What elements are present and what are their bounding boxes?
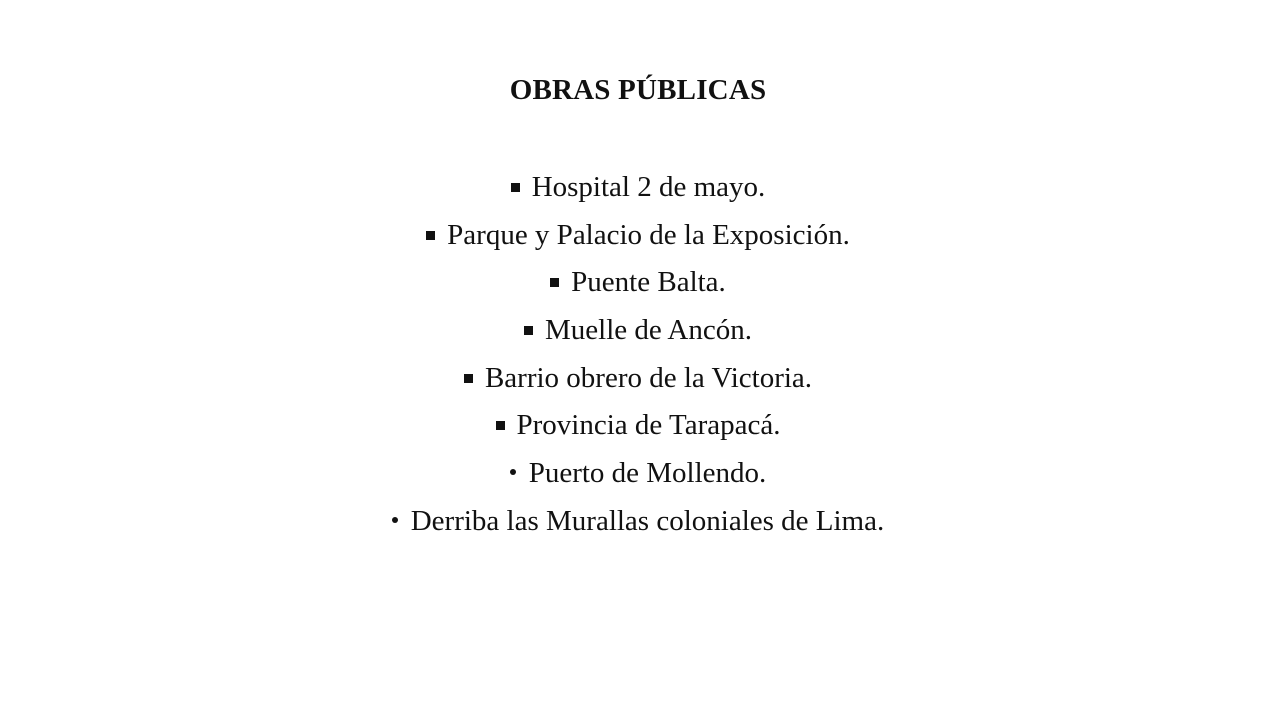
square-bullet-icon bbox=[511, 183, 520, 192]
round-bullet-icon bbox=[392, 517, 398, 523]
square-bullet-icon bbox=[426, 231, 435, 240]
list-item bbox=[0, 259, 1276, 307]
list-item-label: Hospital 2 de mayo. bbox=[531, 171, 766, 203]
square-bullet-icon bbox=[464, 374, 473, 383]
list-item-label: Puerto de Mollendo. bbox=[528, 457, 767, 490]
list-item-label: Puente Balta. bbox=[571, 266, 726, 299]
list-item bbox=[0, 450, 1276, 498]
list-item-label: Parque y Palacio de la Exposición. bbox=[447, 218, 850, 251]
square-bullet-icon bbox=[550, 278, 559, 287]
works-list bbox=[0, 164, 1276, 546]
list-item-label: Barrio obrero de la Victoria. bbox=[484, 361, 813, 394]
list-item bbox=[0, 355, 1276, 403]
list-item-label: Muelle de Ancón. bbox=[545, 314, 752, 347]
list-item bbox=[0, 498, 1276, 546]
round-bullet-icon bbox=[510, 469, 516, 475]
list-item bbox=[0, 164, 1276, 212]
list-item bbox=[0, 212, 1276, 260]
list-item bbox=[0, 402, 1276, 450]
square-bullet-icon bbox=[496, 421, 505, 430]
list-item bbox=[0, 307, 1276, 355]
list-item-label: Derriba las Murallas coloniales de Lima. bbox=[410, 504, 885, 537]
slide-title: OBRAS PÚBLICAS bbox=[509, 74, 767, 106]
list-item-label: Provincia de Tarapacá. bbox=[516, 409, 781, 442]
square-bullet-icon bbox=[524, 326, 533, 335]
